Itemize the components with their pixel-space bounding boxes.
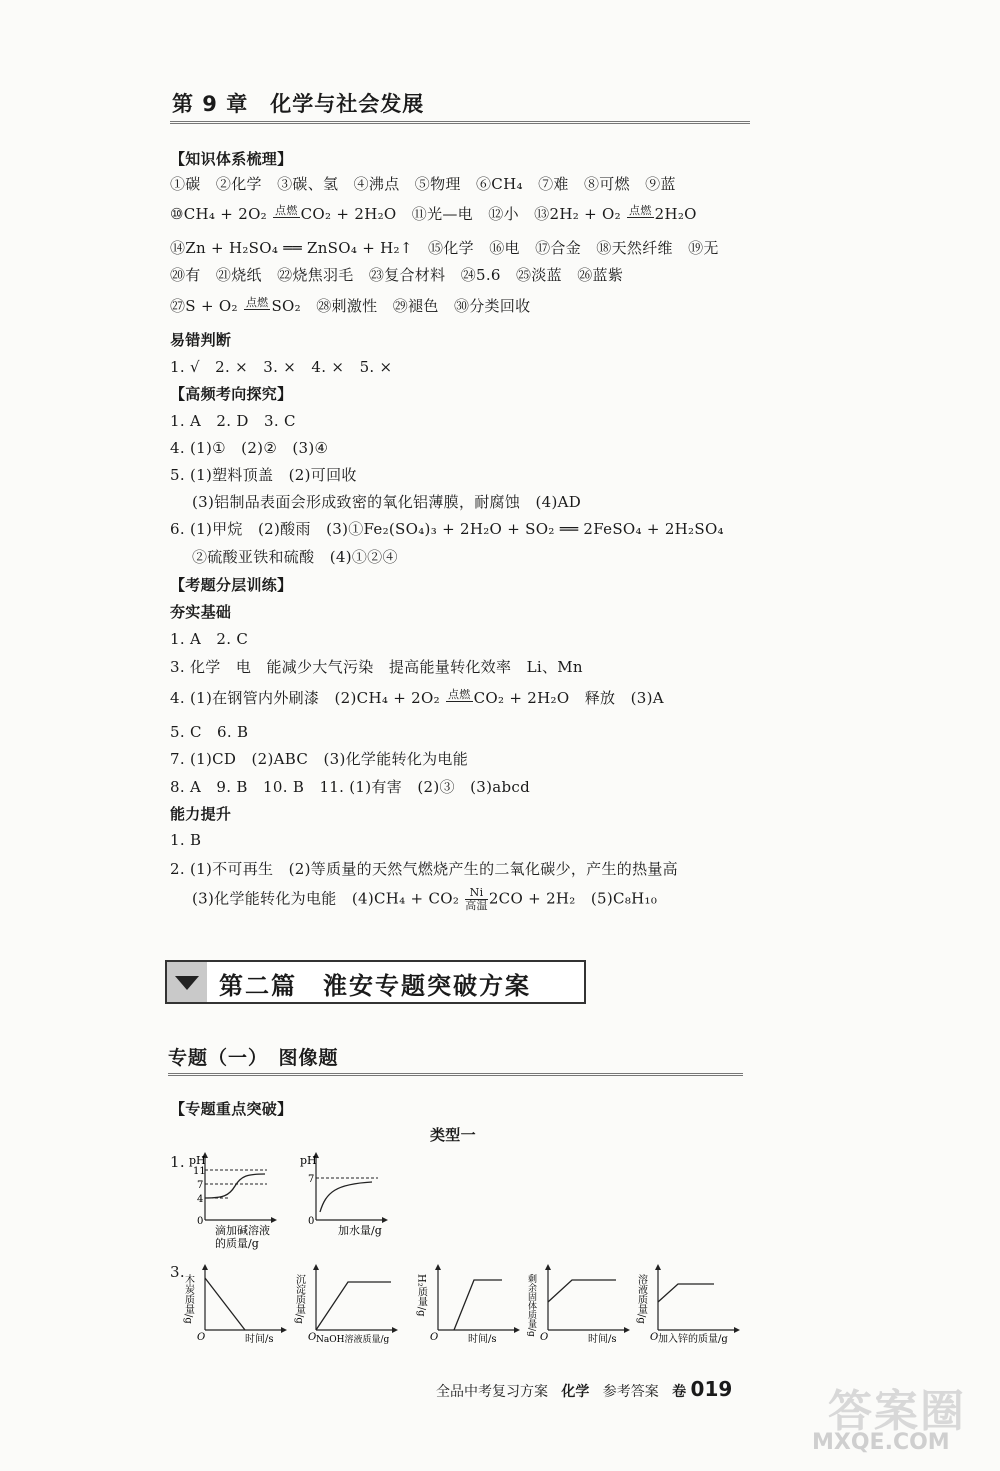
footer [436, 1377, 732, 1401]
mistakes-line: 1. √ 2. × 3. × 4. × 5. × [170, 358, 393, 376]
chapter-rule [170, 121, 750, 124]
explore-line-4: (3)铝制品表面会形成致密的氧化铝薄膜，耐腐蚀 (4)AD [192, 493, 582, 511]
part2-title: 第二篇 淮安专题突破方案 [219, 972, 531, 1000]
basic-line-4: 5. C 6. B [170, 723, 249, 741]
graph-3-line [205, 1278, 245, 1330]
knowledge-heading: 【知识体系梳理】 [170, 150, 293, 168]
graph-5-line [454, 1280, 502, 1330]
basic-line-5: 7. (1)CD (2)ABC (3)化学能转化为电能 [170, 750, 469, 768]
graph-6-origin: O [540, 1332, 549, 1343]
knowledge-line-2c: 2H₂O [654, 205, 697, 223]
knowledge-line-2b: CO₂ + 2H₂O ⑪光—电 ⑫小 ⑬2H₂ + O₂ [300, 205, 627, 223]
graph-2-ylabel: pH [300, 1154, 317, 1167]
graph-2-curve [320, 1182, 372, 1212]
type-label: 类型一 [430, 1126, 476, 1144]
graph-6-xlabel: 时间/s [588, 1334, 617, 1345]
graph-3-xlabel: 时间/s [245, 1334, 274, 1345]
graph-precipitate-mass [293, 1262, 411, 1347]
basic-line-3 [170, 687, 664, 710]
graph-remaining-solid [528, 1262, 643, 1347]
graph-5-origin: O [430, 1332, 439, 1343]
graph-4-xlabel: NaOH溶液质量/g [316, 1335, 390, 1345]
graph-3-ylabel: 木炭质量/g [182, 1274, 194, 1324]
graph-6-ylabel: 剩余固体质量/g [526, 1274, 536, 1337]
explore-line-3: 5. (1)塑料顶盖 (2)可回收 [170, 466, 357, 484]
footer-book: 全品中考复习方案 [436, 1384, 548, 1400]
footer-section: 参考答案 [602, 1384, 659, 1400]
training-heading: 【考题分层训练】 [170, 576, 293, 594]
ability-line-3b: 2CO + 2H₂ (5)C₈H₁₀ [488, 889, 658, 908]
basic-line-3a: 4. (1)在钢管内外刷漆 (2)CH₄ + 2O₂ [170, 689, 445, 707]
part2-banner [165, 960, 586, 1004]
graph-1-tick-7: 7 [197, 1180, 204, 1191]
question-1-number: 1. [170, 1153, 185, 1171]
reaction-condition: 点燃 [629, 203, 652, 217]
reaction-condition: 点燃 [245, 295, 269, 309]
question-3-number: 3. [170, 1263, 185, 1281]
banner-chevron-icon [167, 962, 207, 1002]
graph-3-origin: O [197, 1332, 206, 1343]
graph-solution-mass [635, 1262, 758, 1347]
ability-heading: 能力提升 [170, 805, 232, 823]
graph-h2-mass [415, 1262, 533, 1347]
reaction-condition: $\frac{Ni}{\text{高温}}$ [465, 886, 488, 912]
footer-vol: 卷 [672, 1384, 687, 1400]
graph-1-xlabel-2: 的质量/g [215, 1237, 259, 1250]
watermark-logo: 答案圈 [828, 1386, 966, 1437]
knowledge-line-4: ⑳有 ㉑烧纸 ㉒烧焦羽毛 ㉓复合材料 ㉔5.6 ㉕淡蓝 ㉖蓝紫 [170, 266, 624, 284]
special-title: 专题（一） 图像题 [168, 1047, 339, 1069]
explore-heading: 【高频考向探究】 [170, 385, 293, 403]
reaction-condition: 点燃 [275, 203, 298, 217]
explore-line-6: ②硫酸亚铁和硫酸 (4)①②④ [192, 548, 398, 566]
graph-7-line [658, 1284, 714, 1302]
graph-ph-base [185, 1150, 285, 1250]
graph-1-tick-4: 4 [197, 1194, 204, 1205]
graph-7-xlabel: 加入锌的质量/g [658, 1334, 728, 1345]
basic-line-3b: CO₂ + 2H₂O 释放 (3)A [473, 689, 664, 707]
graph-1-curve [205, 1174, 265, 1198]
page-number: 019 [690, 1377, 733, 1401]
graph-2-xlabel: 加水量/g [338, 1224, 382, 1237]
graph-7-ylabel: 溶液质量/g [635, 1274, 647, 1324]
basic-line-6: 8. A 9. B 10. B 11. (1)有害 (2)③ (3)abcd [170, 778, 530, 796]
graph-6-line [548, 1280, 616, 1302]
graph-5-ylabel: H₂质量/g [415, 1274, 427, 1317]
graph-4-ylabel: 沉淀质量/g [293, 1274, 305, 1324]
ability-line-3 [192, 887, 657, 912]
explore-line-5: 6. (1)甲烷 (2)酸雨 (3)①Fe₂(SO₄)₃ + 2H₂O + SO₂ ══ 2FeSO₄ + 2H₂SO₄ [170, 520, 724, 538]
knowledge-line-1: ①碳 ②化学 ③碳、氢 ④沸点 ⑤物理 ⑥CH₄ ⑦难 ⑧可燃 ⑨蓝 [170, 175, 676, 193]
graph-2-tick-7: 7 [308, 1174, 315, 1185]
basic-line-2: 3. 化学 电 能减少大气污染 提高能量转化效率 Li、Mn [170, 658, 583, 676]
knowledge-line-2a: ⑩CH₄ + 2O₂ [170, 205, 273, 223]
reaction-condition: 点燃 [447, 687, 471, 701]
graph-4-origin: O [308, 1332, 317, 1343]
graph-1-tick-0: 0 [197, 1216, 204, 1227]
graph-1-tick-11: 11 [193, 1166, 206, 1177]
special-heading: 【专题重点突破】 [170, 1100, 293, 1118]
watermark-url: MXQE.COM [812, 1430, 950, 1455]
basic-heading: 夯实基础 [170, 603, 232, 621]
explore-line-2: 4. (1)① (2)② (3)④ [170, 439, 329, 457]
graph-7-origin: O [650, 1332, 659, 1343]
graph-1-ylabel: pH [189, 1154, 206, 1167]
graph-2-tick-0: 0 [308, 1216, 315, 1227]
ability-line-3a: (3)化学能转化为电能 (4)CH₄ + CO₂ [192, 889, 465, 908]
chapter-title: 第 9 章 化学与社会发展 [172, 92, 425, 116]
graph-1-xlabel-1: 滴加碱溶液 [215, 1224, 270, 1237]
special-rule [168, 1073, 743, 1076]
ability-line-1: 1. B [170, 831, 202, 849]
explore-line-1: 1. A 2. D 3. C [170, 412, 296, 430]
graph-5-xlabel: 时间/s [468, 1334, 497, 1345]
footer-subject: 化学 [561, 1384, 590, 1400]
graph-ph-water [296, 1150, 396, 1240]
graph-carbon-mass [182, 1262, 300, 1347]
graph-4-line [316, 1282, 391, 1330]
basic-line-1: 1. A 2. C [170, 630, 249, 648]
knowledge-line-2 [170, 203, 697, 226]
knowledge-line-5 [170, 295, 530, 318]
ability-line-2: 2. (1)不可再生 (2)等质量的天然气燃烧产生的二氧化碳少，产生的热量高 [170, 860, 678, 878]
mistakes-heading: 易错判断 [170, 331, 232, 349]
knowledge-line-5b: SO₂ ㉘刺激性 ㉙褪色 ㉚分类回收 [271, 297, 531, 315]
knowledge-line-3: ⑭Zn + H₂SO₄ ══ ZnSO₄ + H₂↑ ⑮化学 ⑯电 ⑰合金 ⑱天然纤维 ⑲无 [170, 239, 719, 257]
knowledge-line-5a: ㉗S + O₂ [170, 297, 243, 315]
